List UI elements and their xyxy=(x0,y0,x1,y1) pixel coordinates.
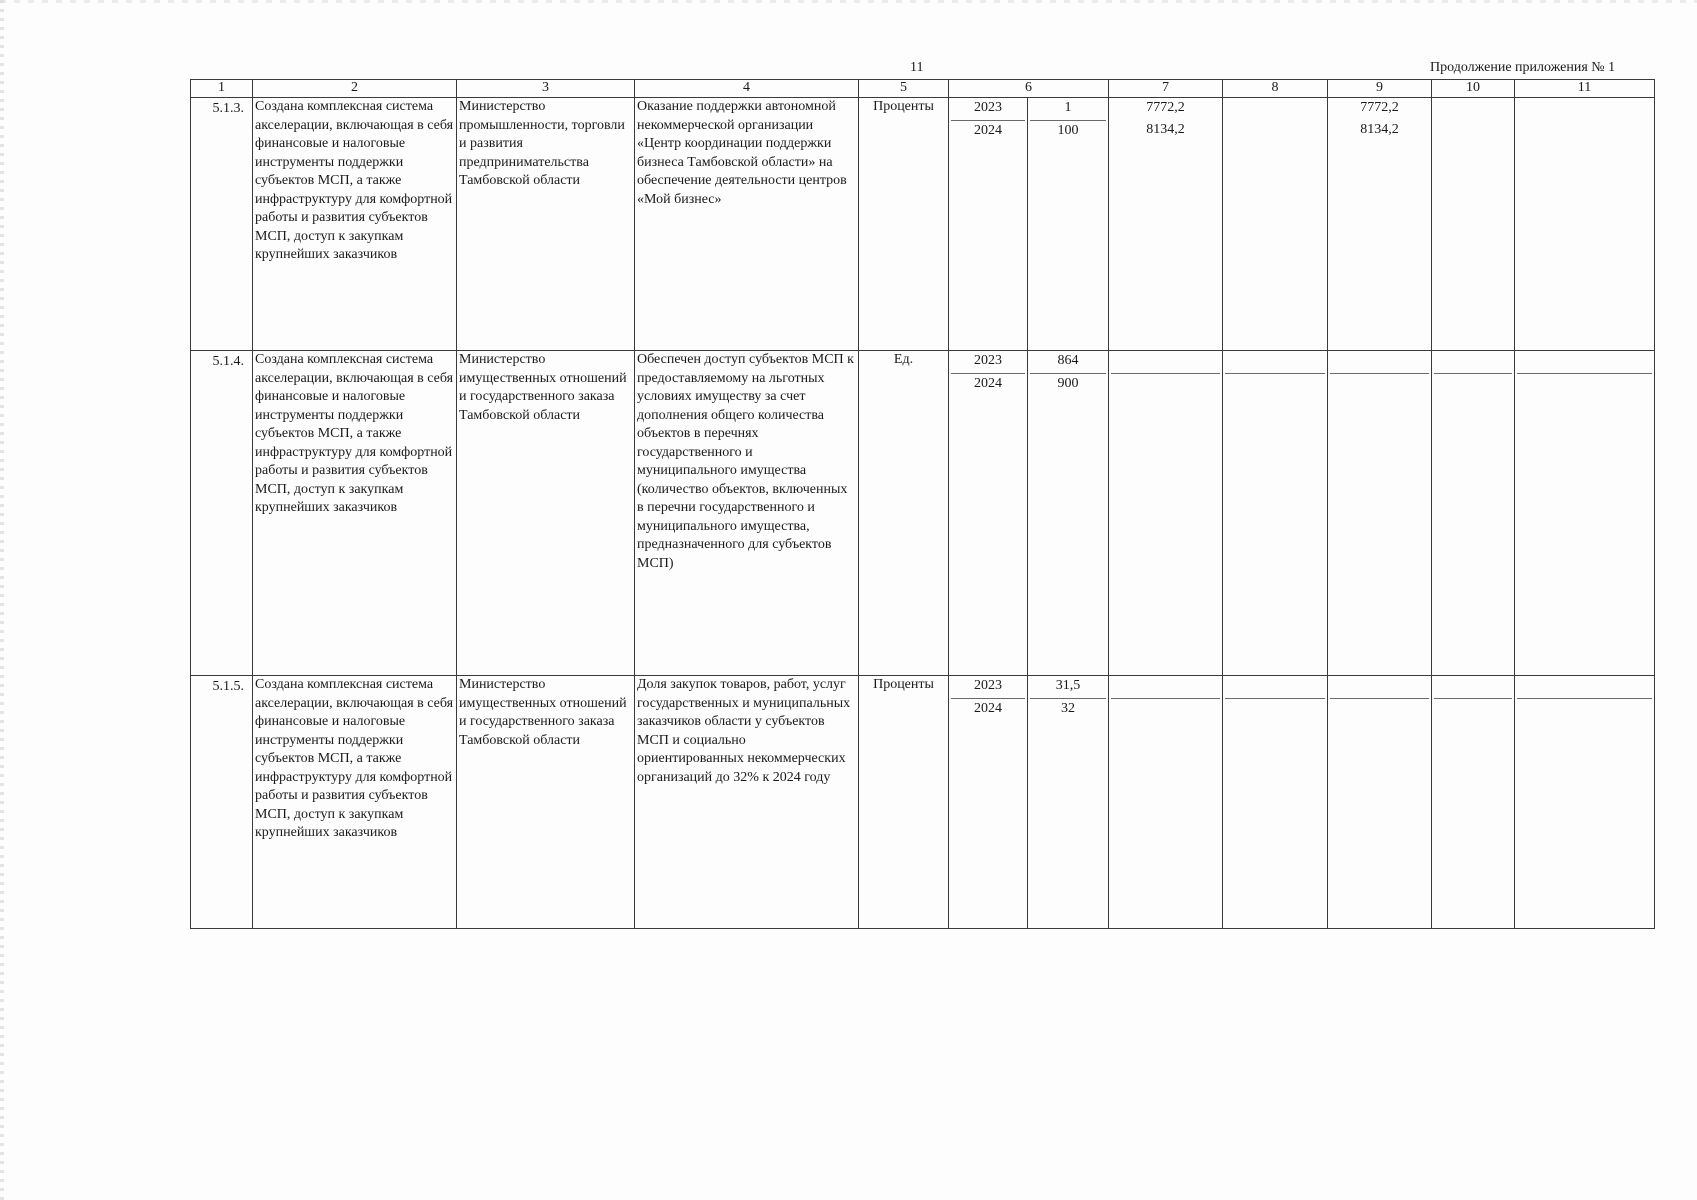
col11-2023 xyxy=(1517,98,1652,120)
col8-2024 xyxy=(1225,120,1325,142)
col11-2024 xyxy=(1517,699,1652,721)
col9-2023: 7772,2 xyxy=(1360,100,1399,115)
col11-cell xyxy=(1515,98,1655,351)
unit-cell: Ед. xyxy=(859,351,949,676)
row-number: 5.1.3. xyxy=(191,98,253,351)
col9-2023 xyxy=(1330,351,1429,374)
col7-cell xyxy=(1109,351,1223,676)
col8-2024 xyxy=(1225,374,1325,396)
result-cell: Создана комплексная система акселерации, включающая в себя финансовые и налоговые инструменты поддержки субъектов МСП, а также инфраструктуру для комфортной работы и развития субъектов МСП, доступ к закупкам крупнейших заказчиков xyxy=(253,676,457,929)
col10-2023 xyxy=(1434,351,1512,374)
value-2023: 1 xyxy=(1030,98,1106,121)
col10-2023 xyxy=(1434,98,1512,120)
year-2023: 2023 xyxy=(951,98,1025,121)
col11-2024 xyxy=(1517,120,1652,142)
row-number: 5.1.4. xyxy=(191,351,253,676)
scan-edge-artifact xyxy=(0,0,4,1200)
unit-cell: Проценты xyxy=(859,98,949,351)
column-header: 1 xyxy=(191,80,253,98)
executor-cell: Министерство промышленности, торговли и развития предпринимательства Тамбовской области xyxy=(457,98,635,351)
year-2024: 2024 xyxy=(974,701,1002,716)
indicator-cell: Доля закупок товаров, работ, услуг государственных и муниципальных заказчиков области у субъектов МСП и социально ориентированных некоммерческих организаций до 32% к 2024 году xyxy=(635,676,859,929)
col11-2023 xyxy=(1517,676,1652,699)
col7-2023 xyxy=(1111,351,1220,374)
col8-cell xyxy=(1223,676,1328,929)
result-cell: Создана комплексная система акселерации, включающая в себя финансовые и налоговые инструменты поддержки субъектов МСП, а также инфраструктуру для комфортной работы и развития субъектов МСП, доступ к закупкам крупнейших заказчиков xyxy=(253,98,457,351)
column-header: 2 xyxy=(253,80,457,98)
col10-cell xyxy=(1432,351,1515,676)
col10-2024 xyxy=(1434,699,1512,721)
indicator-cell: Оказание поддержки автономной некоммерческой организации «Центр координации поддержки бизнеса Тамбовской области» на обеспечение деятельности центров «Мой бизнес» xyxy=(635,98,859,351)
column-header: 7 xyxy=(1109,80,1223,98)
col9-cell xyxy=(1328,676,1432,929)
col10-2023 xyxy=(1434,676,1512,699)
plan-table xyxy=(190,79,1655,929)
col9-cell xyxy=(1328,351,1432,676)
value-2023: 31,5 xyxy=(1030,676,1106,699)
col7-2024 xyxy=(1111,374,1220,396)
col9-2023 xyxy=(1330,676,1429,699)
year-2024: 2024 xyxy=(974,376,1002,391)
row-number: 5.1.5. xyxy=(191,676,253,929)
column-header: 9 xyxy=(1328,80,1432,98)
value-2024: 32 xyxy=(1061,701,1075,716)
value-2024: 900 xyxy=(1057,376,1079,391)
column-header: 3 xyxy=(457,80,635,98)
col8-2023 xyxy=(1225,98,1325,120)
col9-2024: 8134,2 xyxy=(1360,122,1399,137)
value-cell xyxy=(1028,676,1109,929)
col11-2024 xyxy=(1517,374,1652,396)
table-row xyxy=(191,98,1655,351)
column-header: 4 xyxy=(635,80,859,98)
col9-cell xyxy=(1328,98,1432,351)
col10-cell xyxy=(1432,98,1515,351)
col8-2024 xyxy=(1225,699,1325,721)
col7-2024 xyxy=(1111,699,1220,721)
year-cell xyxy=(949,98,1028,351)
column-header: 11 xyxy=(1515,80,1655,98)
col7-2023 xyxy=(1111,676,1220,699)
year-2024: 2024 xyxy=(974,123,1002,138)
year-2023: 2023 xyxy=(951,351,1025,374)
column-header: 5 xyxy=(859,80,949,98)
unit-cell: Проценты xyxy=(859,676,949,929)
executor-cell: Министерство имущественных отношений и государственного заказа Тамбовской области xyxy=(457,676,635,929)
col9-2024 xyxy=(1330,374,1429,396)
col7-2023: 7772,2 xyxy=(1146,100,1185,115)
page-number: 11 xyxy=(910,60,924,75)
col8-2023 xyxy=(1225,676,1325,699)
col7-2024: 8134,2 xyxy=(1146,122,1185,137)
value-cell xyxy=(1028,351,1109,676)
column-header: 8 xyxy=(1223,80,1328,98)
col7-cell xyxy=(1109,98,1223,351)
table-row xyxy=(191,351,1655,676)
col10-2024 xyxy=(1434,120,1512,142)
col9-2024 xyxy=(1330,699,1429,721)
col11-cell xyxy=(1515,351,1655,676)
appendix-continuation-label: Продолжение приложения № 1 xyxy=(1430,60,1616,75)
col8-cell xyxy=(1223,351,1328,676)
year-cell xyxy=(949,351,1028,676)
column-number-row xyxy=(191,80,1655,98)
value-cell xyxy=(1028,98,1109,351)
value-2024: 100 xyxy=(1057,123,1079,138)
column-header: 10 xyxy=(1432,80,1515,98)
scan-top-artifact xyxy=(0,0,1697,3)
col8-cell xyxy=(1223,98,1328,351)
value-2023: 864 xyxy=(1030,351,1106,374)
table-row xyxy=(191,676,1655,929)
col10-cell xyxy=(1432,676,1515,929)
col11-cell xyxy=(1515,676,1655,929)
column-header: 6 xyxy=(949,80,1109,98)
result-cell: Создана комплексная система акселерации, включающая в себя финансовые и налоговые инструменты поддержки субъектов МСП, а также инфраструктуру для комфортной работы и развития субъектов МСП, доступ к закупкам крупнейших заказчиков xyxy=(253,351,457,676)
year-2023: 2023 xyxy=(951,676,1025,699)
col8-2023 xyxy=(1225,351,1325,374)
col11-2023 xyxy=(1517,351,1652,374)
col10-2024 xyxy=(1434,374,1512,396)
indicator-cell: Обеспечен доступ субъектов МСП к предоставляемому на льготных условиях имуществу за счет дополнения общего количества объектов в перечнях государственного и муниципального имущества (количество объектов, включенных в перечни государственного и муниципального имущества, предназначенного для субъектов МСП) xyxy=(635,351,859,676)
executor-cell: Министерство имущественных отношений и государственного заказа Тамбовской области xyxy=(457,351,635,676)
year-cell xyxy=(949,676,1028,929)
col7-cell xyxy=(1109,676,1223,929)
